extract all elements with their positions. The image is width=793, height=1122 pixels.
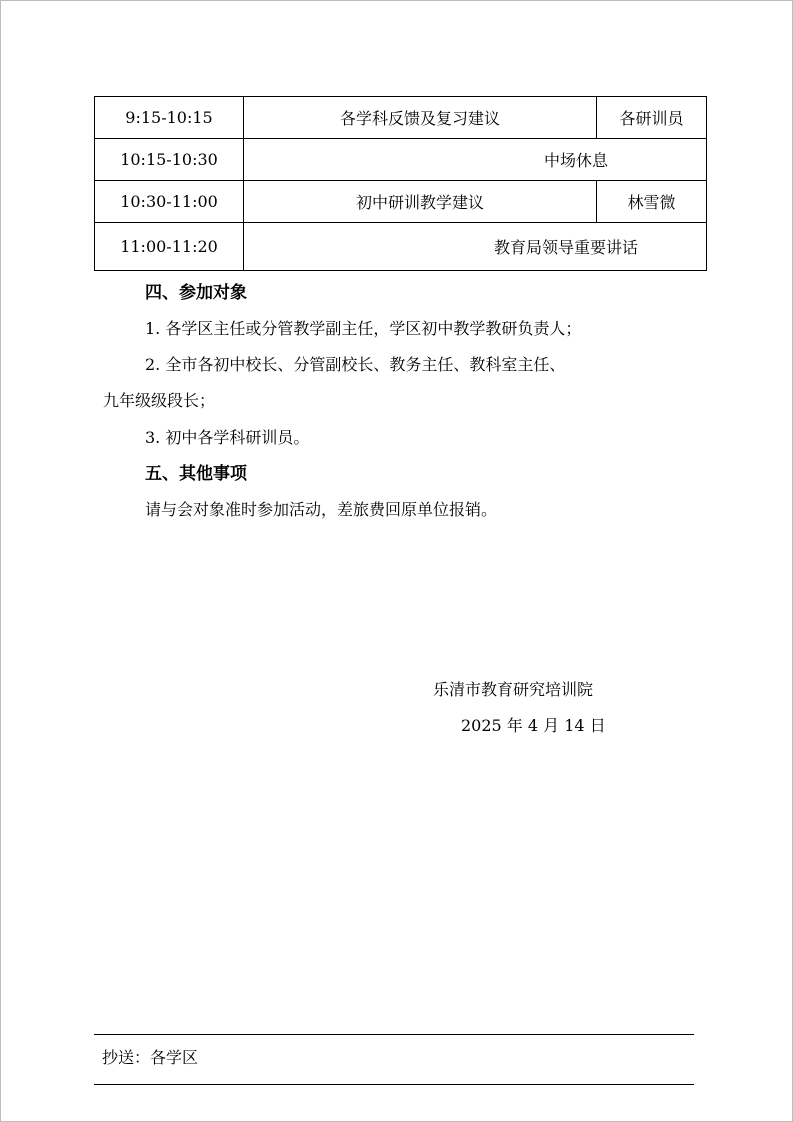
participant-item-2-line-2: 九年级级段长； — [103, 391, 216, 410]
speaker-cell: 各研训员 — [597, 97, 707, 139]
signature-org: 乐清市教育研究培训院 — [433, 680, 594, 699]
content-cell: 初中研训教学建议 — [244, 181, 597, 223]
section-heading-participants: 四、参加对象 — [145, 283, 247, 303]
signature-date: 2025 年 4 月 14 日 — [461, 716, 606, 735]
footer-rule-bottom — [94, 1084, 694, 1085]
section-heading-other: 五、其他事项 — [145, 464, 247, 484]
content-cell: 教育局领导重要讲话 — [244, 223, 707, 271]
time-cell: 10:30-11:00 — [95, 181, 244, 223]
speaker-cell: 林雪微 — [597, 181, 707, 223]
participant-item-1: 1. 各学区主任或分管教学副主任，学区初中教学教研负责人； — [145, 319, 582, 338]
table-row — [95, 223, 707, 271]
other-matters-text: 请与会对象准时参加活动，差旅费回原单位报销。 — [145, 500, 498, 519]
time-cell: 10:15-10:30 — [95, 139, 244, 181]
content-cell: 中场休息 — [244, 139, 707, 181]
table-row — [95, 181, 707, 223]
table-row — [95, 97, 707, 139]
participant-item-2-line-1: 2. 全市各初中校长、分管副校长、教务主任、教科室主任、 — [145, 355, 566, 374]
time-cell: 9:15-10:15 — [95, 97, 244, 139]
content-cell: 各学科反馈及复习建议 — [244, 97, 597, 139]
table-row — [95, 139, 707, 181]
participant-item-3: 3. 初中各学科研训员。 — [145, 428, 310, 447]
cc-line: 抄送：各学区 — [102, 1048, 199, 1067]
footer-rule-top — [94, 1034, 694, 1035]
time-cell: 11:00-11:20 — [95, 223, 244, 271]
schedule-table — [94, 96, 707, 271]
